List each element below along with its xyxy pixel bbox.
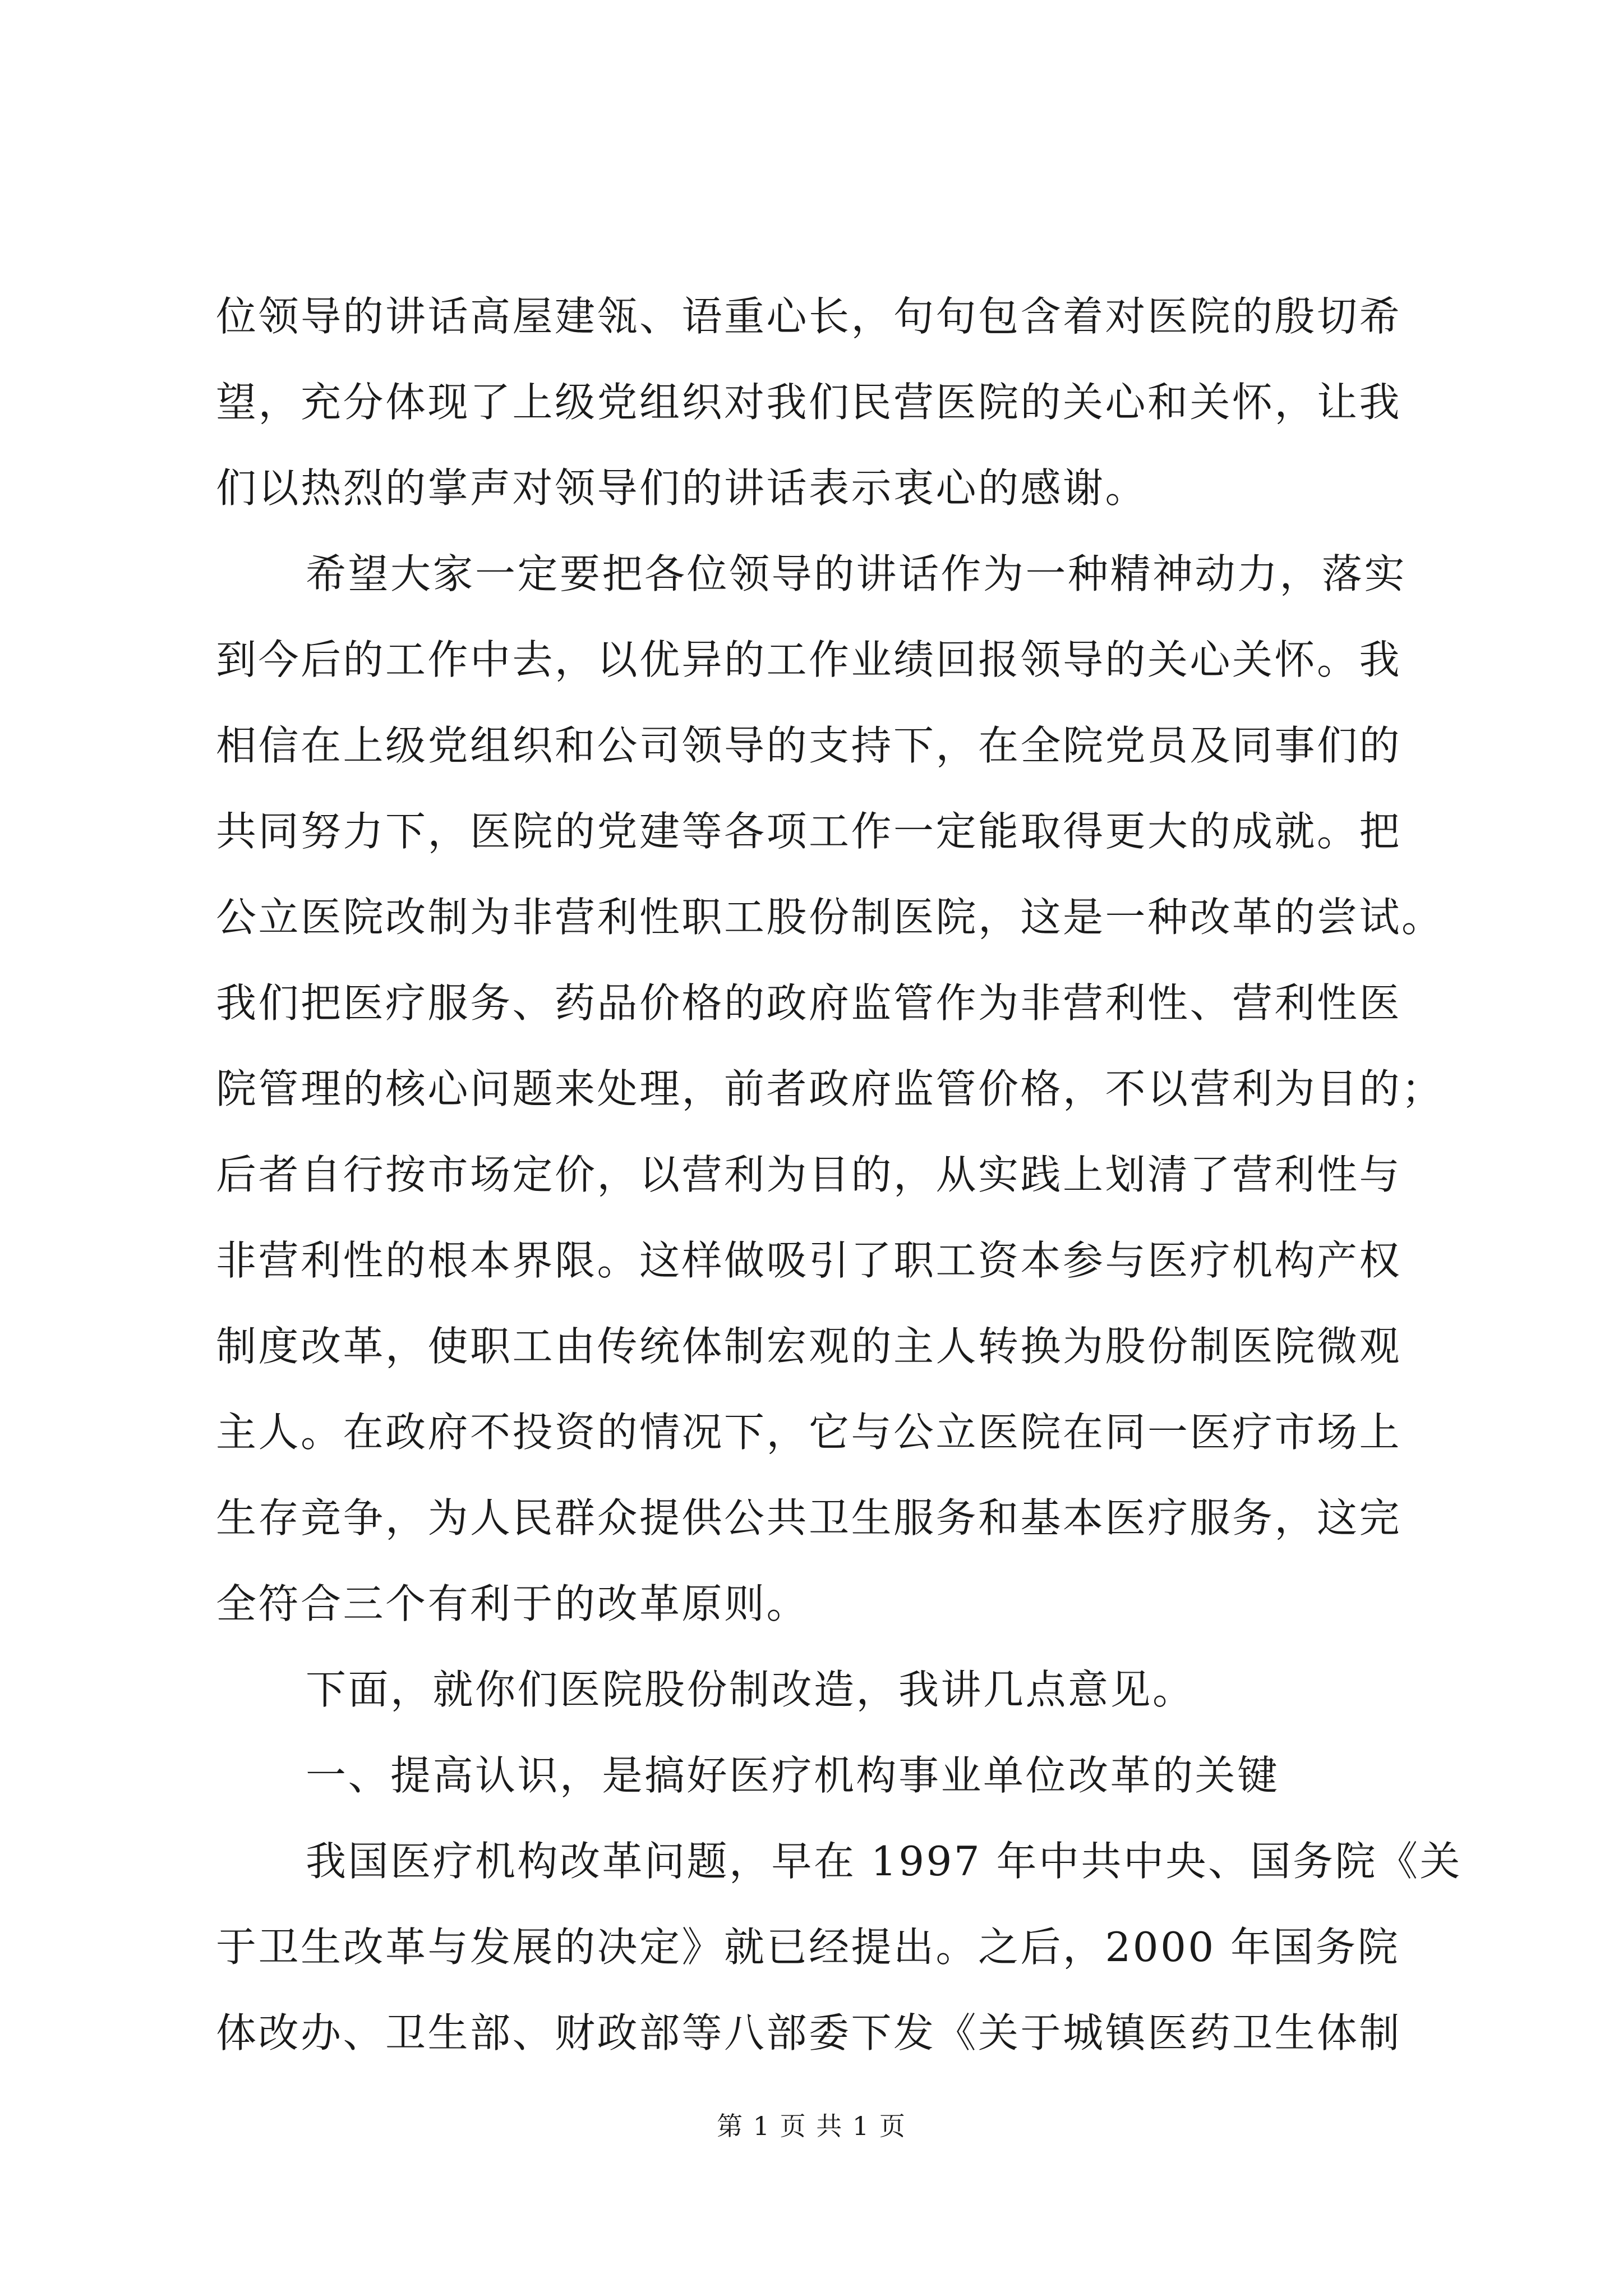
text-line: 希望大家一定要把各位领导的讲话作为一种精神动力，落实 xyxy=(306,550,1407,597)
text-line: 下面，就你们医院股份制改造，我讲几点意见。 xyxy=(306,1666,1195,1713)
text-line: 公立医院改制为非营利性职工股份制医院，这是一种改革的尝试。 xyxy=(216,894,1444,941)
text-line: 相信在上级党组织和公司领导的支持下，在全院党员及同事们的 xyxy=(216,722,1402,769)
text-line: 院管理的核心问题来处理，前者政府监管价格，不以营利为目的； xyxy=(216,1065,1444,1112)
text-line: 于卫生改革与发展的决定》就已经提出。之后，2000 年国务院 xyxy=(216,1924,1400,1971)
text-line: 望，充分体现了上级党组织对我们民营医院的关心和关怀，让我 xyxy=(216,379,1402,426)
text-line: 我国医疗机构改革问题，早在 1997 年中共中央、国务院《关 xyxy=(306,1838,1463,1885)
text-line: 我们把医疗服务、药品价格的政府监管作为非营利性、营利性医 xyxy=(216,979,1402,1027)
text-line: 到今后的工作中去，以优异的工作业绩回报领导的关心关怀。我 xyxy=(216,636,1402,683)
text-line: 非营利性的根本界限。这样做吸引了职工资本参与医疗机构产权 xyxy=(216,1237,1402,1284)
text-line: 位领导的讲话高屋建瓴、语重心长，句句包含着对医院的殷切希 xyxy=(216,293,1402,340)
text-line: 后者自行按市场定价，以营利为目的，从实践上划清了营利性与 xyxy=(216,1151,1402,1198)
text-line: 们以热烈的掌声对领导们的讲话表示衷心的感谢。 xyxy=(216,464,1148,512)
text-line: 体改办、卫生部、财政部等八部委下发《关于城镇医药卫生体制 xyxy=(216,2009,1402,2056)
text-line: 制度改革，使职工由传统体制宏观的主人转换为股份制医院微观 xyxy=(216,1323,1402,1370)
text-line: 生存竞争，为人民群众提供公共卫生服务和基本医疗服务，这完 xyxy=(216,1494,1402,1542)
text-line: 共同努力下，医院的党建等各项工作一定能取得更大的成就。把 xyxy=(216,808,1402,855)
page-footer: 第 1 页 共 1 页 xyxy=(717,2111,906,2141)
text-line: 一、提高认识，是搞好医疗机构事业单位改革的关键 xyxy=(306,1752,1280,1799)
document-body xyxy=(216,274,1463,2076)
text-line: 主人。在政府不投资的情况下，它与公立医院在同一医疗市场上 xyxy=(216,1409,1402,1456)
text-line: 全符合三个有利于的改革原则。 xyxy=(216,1580,809,1627)
